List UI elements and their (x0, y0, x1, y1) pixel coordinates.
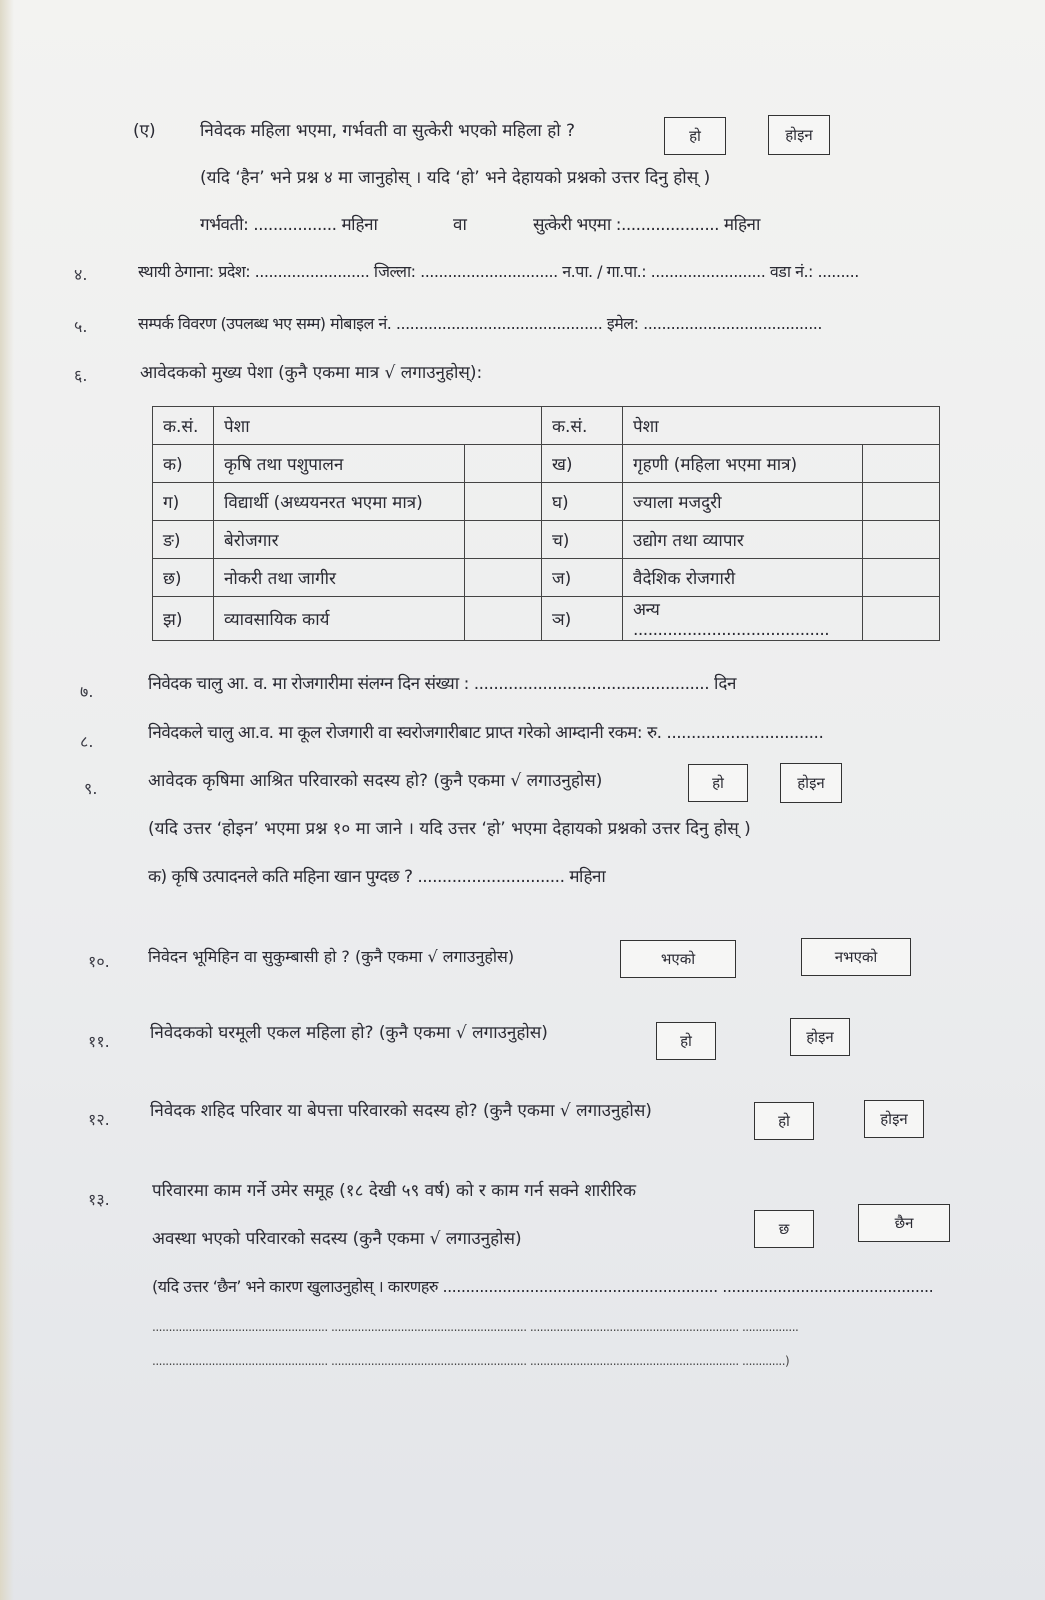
q3e-yes-checkbox[interactable]: हो (664, 117, 726, 155)
q9-yes-checkbox[interactable]: हो (688, 764, 748, 802)
table-row (153, 559, 940, 597)
row-sn: ज) (542, 559, 623, 597)
q3e-postnatal-field[interactable]: सुत्केरी भएमा :.................... महिना (533, 215, 760, 235)
q9-no-checkbox[interactable]: होइन (780, 763, 842, 803)
q9-number: ९. (84, 779, 98, 798)
q3e-pregnant-field[interactable]: गर्भवती: ................. महिना (200, 215, 378, 235)
q13-question-line1: परिवारमा काम गर्ने उमेर समूह (१८ देखी ५९ वर्ष) को र काम गर्न सक्ने शारीरिक (152, 1181, 637, 1201)
q6-question: आवेदकको मुख्य पेशा (कुनै एकमा मात्र √ लगाउनुहोस्): (140, 363, 483, 383)
row-sn: छ) (153, 559, 214, 597)
q13-question-line2: अवस्था भएको परिवारको सदस्य (कुनै एकमा √ लगाउनुहोस) (152, 1229, 522, 1249)
q12-question: निवेदक शहिद परिवार या बेपत्ता परिवारको सदस्य हो? (कुनै एकमा √ लगाउनुहोस) (150, 1101, 652, 1121)
q11-yes-checkbox[interactable]: हो (656, 1022, 716, 1060)
row-checkbox[interactable] (863, 445, 940, 483)
row-checkbox[interactable] (465, 559, 542, 597)
row-occupation: गृहणी (महिला भएमा मात्र) (623, 445, 863, 483)
q7-days-field[interactable]: निवेदक चालु आ. व. मा रोजगारीमा संलग्न दिन संख्या : ................................................ दिन (148, 674, 736, 694)
row-sn: ख) (542, 445, 623, 483)
row-checkbox[interactable] (863, 483, 940, 521)
row-sn: ग) (153, 483, 214, 521)
q12-number: १२. (88, 1110, 110, 1129)
q6-number: ६. (74, 366, 88, 385)
occupation-table (152, 406, 940, 641)
header-sn-1: क.सं. (153, 407, 214, 445)
q11-question: निवेदकको घरमूली एकल महिला हो? (कुनै एकमा √ लगाउनुहोस) (150, 1023, 548, 1043)
q13-reason-line2[interactable]: ..................................................... ........................................................... ............................................................... ................. (152, 1320, 799, 1334)
q3e-label: (ए) (133, 121, 156, 141)
row-checkbox[interactable] (863, 521, 940, 559)
row-occupation: उद्योग तथा व्यापार (623, 521, 863, 559)
row-sn: घ) (542, 483, 623, 521)
header-occupation-2: पेशा (623, 407, 940, 445)
row-occupation: कृषि तथा पशुपालन (214, 445, 465, 483)
row-occupation: व्यावसायिक कार्य (214, 597, 465, 641)
occupation-table-header (153, 407, 940, 445)
q5-number: ५. (74, 317, 88, 336)
table-row (153, 521, 940, 559)
row-occupation-other[interactable]: अन्य ........................................ (623, 597, 863, 641)
q9-question: आवेदक कृषिमा आश्रित परिवारको सदस्य हो? (कुनै एकमा √ लगाउनुहोस) (148, 771, 603, 791)
row-occupation: ज्याला मजदुरी (623, 483, 863, 521)
q3e-no-checkbox[interactable]: होइन (768, 115, 830, 155)
row-checkbox[interactable] (863, 597, 940, 641)
row-occupation: नोकरी तथा जागीर (214, 559, 465, 597)
row-sn: क) (153, 445, 214, 483)
row-occupation: बेरोजगार (214, 521, 465, 559)
q4-number: ४. (74, 265, 88, 284)
row-checkbox[interactable] (465, 445, 542, 483)
row-sn: झ) (153, 597, 214, 641)
q13-reason-field[interactable]: (यदि उत्तर ‘छैन’ भने कारण खुलाउनुहोस् । कारणहरु ............................................................ .............................................. (152, 1277, 934, 1296)
row-sn: च) (542, 521, 623, 559)
q10-yes-checkbox[interactable]: भएको (620, 940, 736, 978)
q11-number: ११. (88, 1032, 110, 1051)
q9-note: (यदि उत्तर ‘होइन’ भएमा प्रश्न १० मा जाने । यदि उत्तर ‘हो’ भएमा देहायको प्रश्नको उत्तर दिनु होस् ) (148, 819, 751, 839)
row-sn: ञ) (542, 597, 623, 641)
q13-number: १३. (88, 1190, 110, 1209)
table-row (153, 445, 940, 483)
row-checkbox[interactable] (465, 483, 542, 521)
table-row (153, 483, 940, 521)
q5-contact-line[interactable]: सम्पर्क विवरण (उपलब्ध भए सम्म) मोबाइल नं. ............................................. इमेल: ....................................... (138, 314, 822, 333)
q13-no-checkbox[interactable]: छैन (858, 1204, 950, 1242)
row-occupation: विद्यार्थी (अध्ययनरत भएमा मात्र) (214, 483, 465, 521)
q10-question: निवेदन भूमिहिन वा सुकुम्बासी हो ? (कुनै एकमा √ लगाउनुहोस) (148, 947, 515, 966)
q9-months-field[interactable]: क) कृषि उत्पादनले कति महिना खान पुग्दछ ? .............................. महिना (148, 867, 606, 887)
header-sn-2: क.सं. (542, 407, 623, 445)
row-checkbox[interactable] (465, 597, 542, 641)
row-checkbox[interactable] (465, 521, 542, 559)
q10-number: १०. (88, 952, 110, 971)
q8-number: ८. (80, 732, 94, 751)
q3e-note: (यदि ‘हैन’ भने प्रश्न ४ मा जानुहोस् । यदि ‘हो’ भने देहायको प्रश्नको उत्तर दिनु होस् ) (200, 168, 711, 188)
row-occupation: वैदेशिक रोजगारी (623, 559, 863, 597)
q11-no-checkbox[interactable]: होइन (790, 1018, 850, 1056)
row-sn: ङ) (153, 521, 214, 559)
q10-no-checkbox[interactable]: नभएको (801, 938, 911, 976)
q13-reason-line3[interactable]: ..................................................... ........................................................... ............................................................... .............) (152, 1354, 790, 1368)
q8-income-field[interactable]: निवेदकले चालु आ.व. मा कूल रोजगारी वा स्वरोजगारीबाट प्राप्त गरेको आम्दानी रकम: रु. ................................ (148, 723, 824, 743)
q7-number: ७. (80, 682, 94, 701)
q4-address-line[interactable]: स्थायी ठेगाना: प्रदेश: ......................... जिल्ला: .............................. न.पा. / गा.पा.: ......................... वडा नं.: ......... (138, 262, 859, 281)
q3e-question: निवेदक महिला भएमा, गर्भवती वा सुत्केरी भएको महिला हो ? (200, 121, 576, 141)
q3e-or: वा (453, 215, 467, 235)
header-occupation-1: पेशा (214, 407, 542, 445)
q13-yes-checkbox[interactable]: छ (754, 1210, 814, 1248)
q12-no-checkbox[interactable]: होइन (864, 1100, 924, 1138)
table-row (153, 597, 940, 641)
row-checkbox[interactable] (863, 559, 940, 597)
q12-yes-checkbox[interactable]: हो (754, 1102, 814, 1140)
